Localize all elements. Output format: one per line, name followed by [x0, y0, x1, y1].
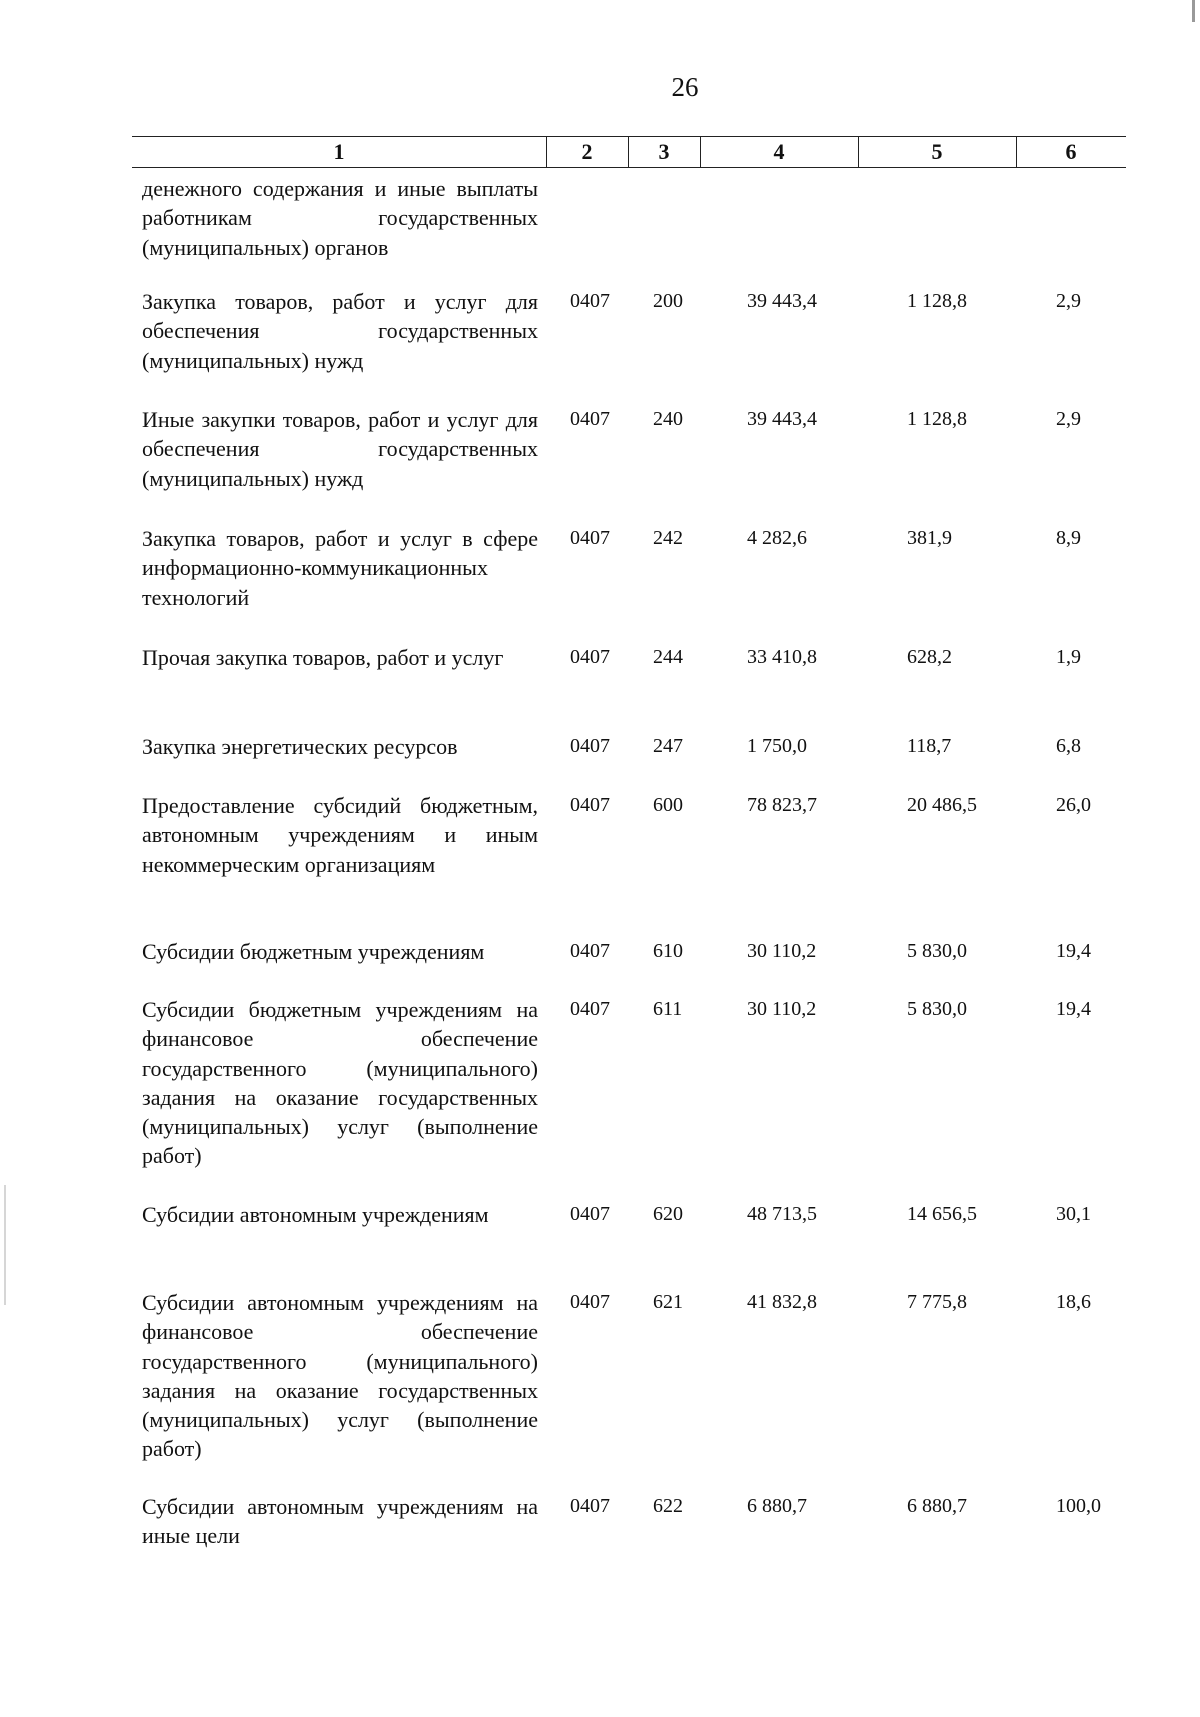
row-description: Субсидии автономным учреждениям	[142, 1202, 489, 1227]
execution-percent: 26,0	[1056, 794, 1091, 816]
planned-amount: 1 750,0	[747, 735, 807, 757]
executed-amount: 5 830,0	[907, 998, 967, 1020]
execution-percent: 30,1	[1056, 1203, 1091, 1225]
expense-type-code: 247	[653, 735, 683, 757]
row-description: Закупка товаров, работ и услуг для обеспечения государственных (муниципальных) нужд	[142, 289, 538, 373]
section-code: 0407	[570, 290, 610, 312]
planned-amount: 6 880,7	[747, 1495, 807, 1517]
executed-amount: 7 775,8	[907, 1291, 967, 1313]
row-description: Субсидии автономным учреждениям на иные цели	[142, 1494, 538, 1549]
row-description: Субсидии бюджетным учреждениям	[142, 939, 485, 964]
expense-type-code: 620	[653, 1203, 683, 1225]
row-description: Иные закупки товаров, работ и услуг для обеспечения государственных (муниципальных) нужд	[142, 407, 538, 491]
expense-type-code: 610	[653, 940, 683, 962]
planned-amount: 39 443,4	[747, 290, 817, 312]
executed-amount: 6 880,7	[907, 1495, 967, 1517]
executed-amount: 1 128,8	[907, 290, 967, 312]
section-code: 0407	[570, 646, 610, 668]
column-header-2: 2	[581, 139, 593, 164]
row-description: Субсидии бюджетным учреждениям на финансовое обеспечение государственного (муниципального) задания на оказание государственных (муниципальных) услуг (выполнение работ)	[142, 997, 538, 1169]
section-code: 0407	[570, 794, 610, 816]
execution-percent: 6,8	[1056, 735, 1081, 757]
expense-type-code: 240	[653, 408, 683, 430]
expense-type-code: 622	[653, 1495, 683, 1517]
row-description: Закупка энергетических ресурсов	[142, 734, 458, 759]
executed-amount: 1 128,8	[907, 408, 967, 430]
section-code: 0407	[570, 940, 610, 962]
execution-percent: 19,4	[1056, 940, 1091, 962]
section-code: 0407	[570, 408, 610, 430]
section-code: 0407	[570, 1495, 610, 1517]
column-header-6: 6	[1065, 139, 1077, 164]
executed-amount: 628,2	[907, 646, 952, 668]
planned-amount: 4 282,6	[747, 527, 807, 549]
scan-edge-mark	[1192, 0, 1195, 22]
executed-amount: 381,9	[907, 527, 952, 549]
column-header-3: 3	[658, 139, 670, 164]
executed-amount: 118,7	[907, 735, 952, 757]
column-header-5: 5	[931, 139, 943, 164]
execution-percent: 8,9	[1056, 527, 1081, 549]
section-code: 0407	[570, 998, 610, 1020]
column-header-4: 4	[773, 139, 785, 164]
expense-type-code: 242	[653, 527, 683, 549]
section-code: 0407	[570, 735, 610, 757]
execution-percent: 2,9	[1056, 408, 1081, 430]
page-number: 26	[671, 72, 699, 102]
section-code: 0407	[570, 1291, 610, 1313]
expense-type-code: 600	[653, 794, 683, 816]
execution-percent: 2,9	[1056, 290, 1081, 312]
expense-type-code: 244	[653, 646, 683, 668]
planned-amount: 30 110,2	[747, 998, 817, 1020]
planned-amount: 48 713,5	[747, 1203, 817, 1225]
executed-amount: 14 656,5	[907, 1203, 977, 1225]
column-header-1: 1	[333, 139, 345, 164]
planned-amount: 39 443,4	[747, 408, 817, 430]
expense-type-code: 611	[653, 998, 683, 1020]
row-description: Предоставление субсидий бюджетным, автономным учреждениям и иным некоммерческим организациям	[142, 793, 538, 877]
row-description: Прочая закупка товаров, работ и услуг	[142, 645, 504, 670]
section-code: 0407	[570, 527, 610, 549]
execution-percent: 18,6	[1056, 1291, 1091, 1313]
section-code: 0407	[570, 1203, 610, 1225]
executed-amount: 5 830,0	[907, 940, 967, 962]
execution-percent: 19,4	[1056, 998, 1091, 1020]
row-description: денежного содержания и иные выплаты работникам государственных (муниципальных) органов	[142, 176, 538, 260]
planned-amount: 30 110,2	[747, 940, 817, 962]
execution-percent: 100,0	[1056, 1495, 1101, 1517]
planned-amount: 33 410,8	[747, 646, 817, 668]
row-description: Закупка товаров, работ и услуг в сфере информационно-коммуникационных технологий	[142, 526, 538, 610]
expense-type-code: 621	[653, 1291, 683, 1313]
row-description: Субсидии автономным учреждениям на финансовое обеспечение государственного (муниципального) задания на оказание государственных (муниципальных) услуг (выполнение работ)	[142, 1290, 538, 1462]
table-header	[132, 136, 1126, 168]
expense-type-code: 200	[653, 290, 683, 312]
planned-amount: 78 823,7	[747, 794, 817, 816]
executed-amount: 20 486,5	[907, 794, 977, 816]
planned-amount: 41 832,8	[747, 1291, 817, 1313]
scan-edge-mark	[4, 1185, 6, 1305]
execution-percent: 1,9	[1056, 646, 1081, 668]
